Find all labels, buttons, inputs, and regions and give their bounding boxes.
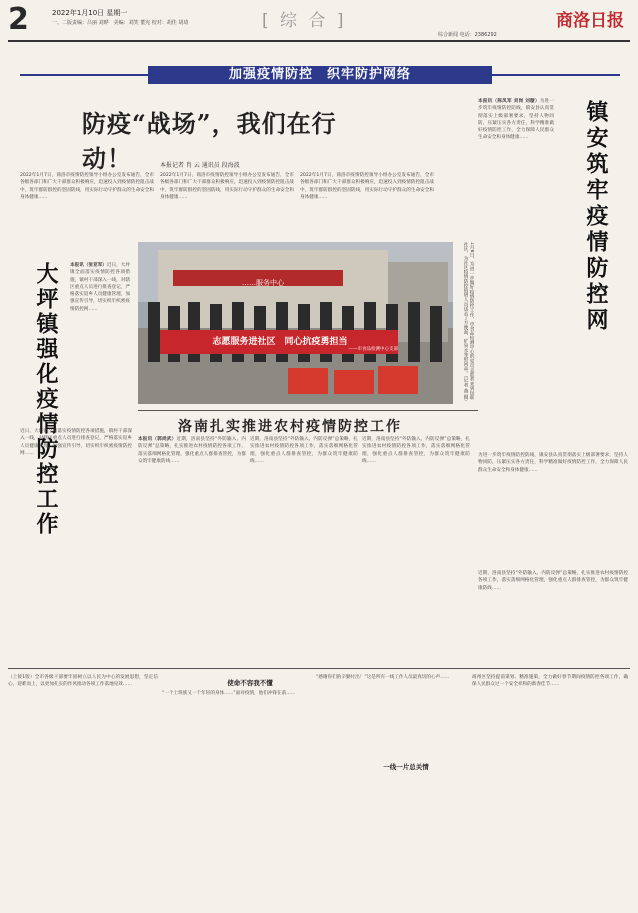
section-contact: 综合新闻 电话：2386292	[438, 32, 497, 38]
right-story-byline: 本报讯（陈凤军 刘岗 刘璇）	[478, 99, 540, 104]
section-banner: 加强疫情防控 织牢防护网络	[148, 66, 492, 84]
newspaper-logo: 商洛日报	[556, 11, 624, 31]
left-story-byline: 本报讯（张亚军）	[70, 263, 107, 268]
photo-caption: 1月8日，为进一步做好疫情防控工作，市食品检测中心的党员志愿者来到包联社区，为社区疫情防控值班人员送去了方便面、矿泉水等慰问品。（记者 燕 摄）	[463, 242, 474, 404]
news-photo	[138, 242, 453, 404]
luonan-story-title: 洛南扎实推进农村疫情防控工作	[178, 419, 402, 435]
section-label: [ 综 合 ]	[262, 11, 347, 31]
photo-banner-text: 志愿服务进社区 同心抗疫勇担当	[212, 337, 348, 347]
left-story-title: 大坪镇强化疫情防控工作	[33, 262, 58, 537]
luonan-body-col2: 近期，洛南县坚持“外防输入、内防反弹”总策略，扎实推进农村疫情防控各项工作，落实落细网格化管理，强化重点人群排查管控，为群众筑牢健康防线……	[250, 437, 358, 464]
photo-scene	[138, 242, 453, 404]
luonan-top-rule	[138, 410, 478, 411]
page-number: 2	[8, 2, 29, 37]
luonan-text: 近期，洛南县坚持“外防输入、内防反弹”总策略，扎实推进农村疫情防控各项工作，落实落细网格化管理，强化重点人群排查管控，为群众筑牢健康防线……	[138, 437, 246, 464]
lower-col3: “感谢你们的辛勤付出！”这是所有一线工作人员最真切的心声……	[316, 675, 450, 680]
photo-banner-sub: ——市食品检测中心支部	[348, 347, 398, 352]
lower-col3-head: 一线一片总关情	[383, 763, 429, 771]
lower-col4: 商州区坚持提前谋划、精准施策，全力做好春节期间疫情防控各项工作，确保人民群众过一个安全祥和的新春佳节……	[472, 675, 628, 688]
luonan-byline: 本报讯（郭尚武）	[138, 437, 177, 442]
building-sign: ……服务中心	[242, 279, 284, 287]
main-body-col1: 2022年1月7日，商洛市疫情防控领导小组办公室发布通告，全市各级各部门和广大干部群众积极响应，迅速投入到疫情防控阻击战中，筑牢群防群控的坚固防线，用实际行动守护群众的生命安全和身体健康……	[20, 173, 154, 200]
main-body-col3: 2022年1月7日，商洛市疫情防控领导小组办公室发布通告，全市各级各部门和广大干部群众积极响应，迅速投入到疫情防控阻击战中，筑牢群防群控的坚固防线，用实际行动守护群众的生命安全和身体健康……	[300, 173, 434, 200]
right-story-text: 为进一步筑牢疫情防控防线，镇安县认真贯彻落实上级部署要求，坚持人物同防，压紧压实各方责任，科学精准做好疫情防控工作，全力保障人民群众生命安全和身体健康……	[478, 99, 554, 141]
main-headline: 防疫“战场”，我们在行动！	[82, 109, 337, 173]
lower-col2-head: 使命不容我不懂	[227, 679, 273, 687]
lower-section-rule	[8, 668, 630, 669]
header-rule	[8, 40, 630, 42]
right-story-title: 镇安筑牢疫情防控网	[583, 100, 608, 334]
left-story-body-lower: 近日，大坪镇全面落实疫情防控各项措施，镇村干部深入一线，对辖区重点人员进行排查登记，严格落实返乡人员健康管理，加强宣传引导，切实织牢织密疫情防控网……	[20, 429, 132, 456]
editor-line: 一、二版责编：吕丽 刘晔 美编：刘笑 董宪 校对：胡佳 胡琦	[52, 20, 189, 26]
luonan-body-col1	[138, 436, 246, 664]
lower-col2: “一个上班族又一个年轻的身体……”面对疫情，他们冲锋在前……	[162, 691, 296, 696]
lower-col1: （上接1版）全市各级干部要牢固树立以人民为中心的发展思想，坚定信心、迎难而上，以更加扎实的作风推动各项工作落地见效……	[8, 675, 158, 688]
luonan-body-col3: 近期，洛南县坚持“外防输入、内防反弹”总策略，扎实推进农村疫情防控各项工作，落实落细网格化管理，强化重点人群排查管控，为群众筑牢健康防线……	[362, 437, 470, 464]
right-story-body-lower: 为进一步筑牢疫情防控防线，镇安县认真贯彻落实上级部署要求，坚持人物同防，压紧压实各方责任，科学精准做好疫情防控工作，全力保障人民群众生命安全和身体健康……	[478, 453, 628, 473]
left-story-text: 近日，大坪镇全面落实疫情防控各项措施，镇村干部深入一线，对辖区重点人员进行排查登记，严格落实返乡人员健康管理，加强宣传引导，切实织牢织密疫情防控网……	[70, 263, 130, 312]
main-byline: 本报记者 肖 云 通讯员 段海波	[160, 162, 240, 169]
issue-date: 2022年1月10日 星期一	[52, 9, 128, 17]
right-lower-body: 近期，洛南县坚持“外防输入、内防反弹”总策略，扎实推进农村疫情防控各项工作，落实落细网格化管理，强化重点人群排查管控，为群众筑牢健康防线……	[478, 571, 628, 591]
main-body-col2: 2022年1月7日，商洛市疫情防控领导小组办公室发布通告，全市各级各部门和广大干部群众积极响应，迅速投入到疫情防控阻击战中，筑牢群防群控的坚固防线，用实际行动守护群众的生命安全和身体健康……	[160, 173, 294, 200]
right-story-body	[478, 98, 554, 448]
